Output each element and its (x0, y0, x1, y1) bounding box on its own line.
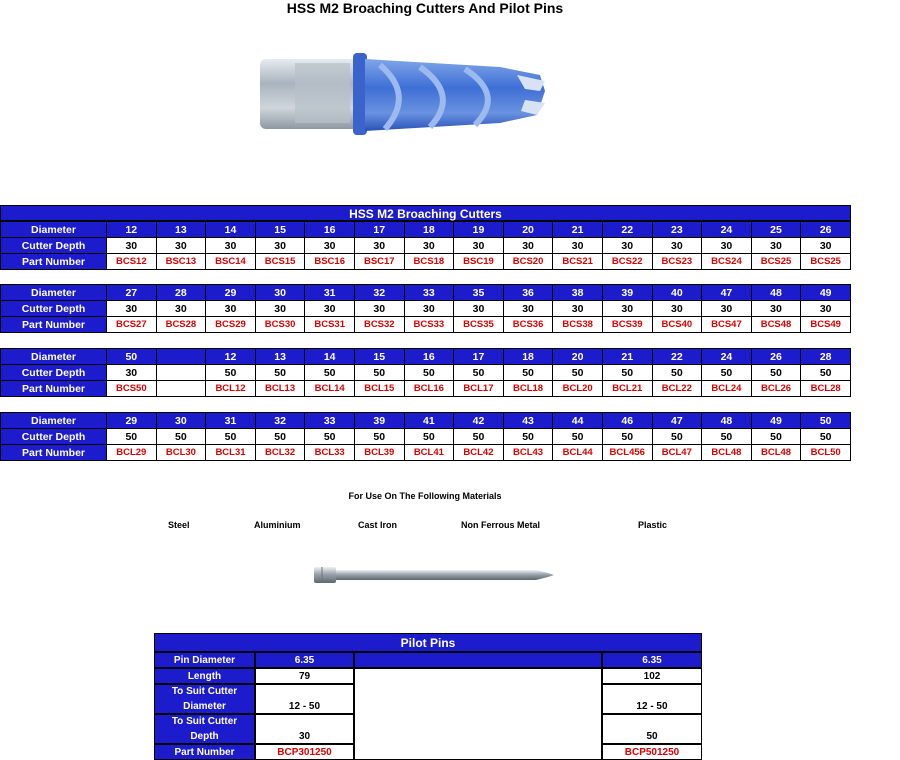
cutter-depth-cell: 30 (354, 238, 404, 254)
suit-diameter-label-line2: Diameter (183, 701, 226, 712)
diameter-cell: 35 (454, 285, 504, 301)
diameter-cell: 12 (107, 222, 157, 238)
diameter-cell: 50 (107, 349, 157, 365)
diameter-cell: 22 (602, 222, 652, 238)
diameter-cell: 23 (652, 222, 702, 238)
part-number-cell: BCS28 (156, 317, 206, 333)
cutter-depth-cell: 50 (503, 429, 553, 445)
diameter-row (1, 222, 851, 238)
part-number-cell: BCL21 (602, 381, 652, 397)
part-number-cell: BCL42 (454, 445, 504, 461)
diameter-cell: 30 (255, 285, 305, 301)
diameter-cell: 13 (255, 349, 305, 365)
diameter-cell: 24 (702, 349, 752, 365)
cutter-depth-cell: 50 (305, 429, 355, 445)
diameter-cell: 41 (404, 413, 454, 429)
suit-diameter-col2: 12 - 50 (602, 684, 702, 714)
part-number-cell: BCS22 (602, 254, 652, 270)
cutter-depth-cell: 30 (652, 301, 702, 317)
part-number-cell: BCL18 (503, 381, 553, 397)
part-number-cell: BCL31 (206, 445, 256, 461)
part-number-cell: BCL33 (305, 445, 355, 461)
diameter-cell: 26 (751, 349, 801, 365)
part-number-cell: BCL24 (702, 381, 752, 397)
diameter-cell: 21 (602, 349, 652, 365)
part-number-cell: BCL20 (553, 381, 603, 397)
cutter-depth-label: Cutter Depth (1, 301, 107, 317)
cutter-depth-cell: 50 (156, 429, 206, 445)
part-number-cell: BCS47 (702, 317, 752, 333)
page-title: HSS M2 Broaching Cutters And Pilot Pins (286, 0, 564, 16)
diameter-label: Diameter (1, 222, 107, 238)
cutter-depth-cell: 50 (255, 429, 305, 445)
cutter-depth-cell: 50 (305, 365, 355, 381)
part-number-cell: BCL456 (602, 445, 652, 461)
diameter-cell: 33 (404, 285, 454, 301)
cutter-depth-cell: 30 (404, 238, 454, 254)
cutter-depth-cell: 30 (503, 238, 553, 254)
cutter-depth-cell: 30 (107, 301, 157, 317)
spacer-white (354, 668, 602, 760)
diameter-cell: 16 (404, 349, 454, 365)
diameter-cell: 14 (206, 222, 256, 238)
cutter-depth-cell: 50 (801, 365, 851, 381)
part-number-cell: BCL48 (702, 445, 752, 461)
part-number-cell: BCL26 (751, 381, 801, 397)
part-number-row (1, 317, 851, 333)
cutter-depth-cell: 30 (652, 238, 702, 254)
diameter-cell: 43 (503, 413, 553, 429)
diameter-cell: 21 (553, 222, 603, 238)
part-number-cell: BCS25 (751, 254, 801, 270)
diameter-cell (156, 349, 206, 365)
part-number-row (1, 445, 851, 461)
part-number-cell: BCS35 (454, 317, 504, 333)
diameter-cell: 44 (553, 413, 603, 429)
diameter-cell: 28 (156, 285, 206, 301)
cutter-depth-cell: 30 (107, 238, 157, 254)
cutter-depth-cell: 30 (602, 301, 652, 317)
cutter-depth-cell: 50 (404, 365, 454, 381)
part-number-cell: BCS21 (553, 254, 603, 270)
diameter-cell: 12 (206, 349, 256, 365)
diameter-cell: 32 (255, 413, 305, 429)
cutter-depth-cell: 50 (503, 365, 553, 381)
cutter-depth-cell: 30 (702, 301, 752, 317)
length-col2: 102 (602, 668, 702, 684)
cutter-depth-cell: 30 (801, 301, 851, 317)
part-number-cell: BCL39 (354, 445, 404, 461)
diameter-cell: 14 (305, 349, 355, 365)
cutter-depth-cell: 30 (702, 238, 752, 254)
cutter-depth-cell: 30 (156, 301, 206, 317)
part-number-cell: BCS23 (652, 254, 702, 270)
part-number-cell: BCS40 (652, 317, 702, 333)
cutter-depth-cell: 30 (305, 301, 355, 317)
diameter-cell: 17 (354, 222, 404, 238)
diameter-cell: 15 (354, 349, 404, 365)
cutter-depth-cell: 50 (652, 429, 702, 445)
cutter-depth-cell: 50 (801, 429, 851, 445)
suit-diameter-col1: 12 - 50 (255, 684, 354, 714)
cutter-depth-row (1, 238, 851, 254)
part-number-cell: BCL16 (404, 381, 454, 397)
cutter-depth-cell: 50 (751, 365, 801, 381)
diameter-cell: 25 (751, 222, 801, 238)
material-steel: Steel (168, 520, 190, 530)
diameter-cell: 18 (404, 222, 454, 238)
part-number-cell: BSC14 (206, 254, 256, 270)
part-number-cell: BCS33 (404, 317, 454, 333)
cutter-depth-cell: 30 (553, 238, 603, 254)
cutter-depth-cell: 30 (255, 301, 305, 317)
diameter-cell: 28 (801, 349, 851, 365)
diameter-label: Diameter (1, 285, 107, 301)
cutter-depth-cell: 50 (255, 365, 305, 381)
part-number-cell: BCL17 (454, 381, 504, 397)
suit-depth-label-line1: To Suit Cutter (171, 716, 238, 727)
cutter-depth-cell: 50 (454, 429, 504, 445)
part-number-cell: BCL14 (305, 381, 355, 397)
suit-diameter-label (154, 684, 255, 714)
part-number-cell: BCS15 (255, 254, 305, 270)
length-col1: 79 (255, 668, 354, 684)
diameter-cell: 33 (305, 413, 355, 429)
diameter-cell: 29 (206, 285, 256, 301)
cutter-depth-cell: 50 (751, 429, 801, 445)
part-number-label: Part Number (1, 445, 107, 461)
material-aluminium: Aluminium (254, 520, 301, 530)
part-number-cell: BCL44 (553, 445, 603, 461)
diameter-label: Diameter (1, 413, 107, 429)
diameter-cell: 47 (702, 285, 752, 301)
part-number-cell: BCL22 (652, 381, 702, 397)
diameter-cell: 20 (553, 349, 603, 365)
cutter-depth-cell: 30 (404, 301, 454, 317)
part-number-cell: BCL43 (503, 445, 553, 461)
diameter-cell: 15 (255, 222, 305, 238)
part-number-row (1, 381, 851, 397)
part-number-cell: BSC13 (156, 254, 206, 270)
part-number-col2: BCP501250 (602, 744, 702, 760)
cutter-depth-cell: 30 (354, 301, 404, 317)
part-number-cell: BCL47 (652, 445, 702, 461)
part-number-cell: BSC16 (305, 254, 355, 270)
part-number-cell: BCS18 (404, 254, 454, 270)
cutters-block-3 (0, 348, 851, 397)
part-number-cell: BCS25 (801, 254, 851, 270)
cutter-depth-cell: 50 (354, 429, 404, 445)
cutter-depth-cell: 50 (206, 429, 256, 445)
diameter-cell: 24 (702, 222, 752, 238)
part-number-cell: BCS24 (702, 254, 752, 270)
part-number-cell: BSC17 (354, 254, 404, 270)
part-number-cell: BCS20 (503, 254, 553, 270)
part-number-cell: BCS32 (354, 317, 404, 333)
part-number-row (1, 254, 851, 270)
cutter-depth-cell: 50 (553, 429, 603, 445)
diameter-cell: 27 (107, 285, 157, 301)
suit-depth-label (154, 714, 255, 744)
cutter-depth-cell: 50 (404, 429, 454, 445)
diameter-row (1, 413, 851, 429)
diameter-row (1, 349, 851, 365)
part-number-cell: BCL15 (354, 381, 404, 397)
diameter-cell: 18 (503, 349, 553, 365)
part-number-cell: BCL13 (255, 381, 305, 397)
pin-diameter-col1: 6.35 (255, 652, 354, 668)
part-number-label: Part Number (1, 381, 107, 397)
cutter-depth-row (1, 365, 851, 381)
cutter-depth-cell: 30 (255, 238, 305, 254)
pin-diameter-label: Pin Diameter (154, 652, 255, 668)
diameter-cell: 39 (354, 413, 404, 429)
diameter-cell: 47 (652, 413, 702, 429)
cutter-depth-cell: 30 (454, 238, 504, 254)
cutter-depth-cell: 50 (454, 365, 504, 381)
cutter-depth-cell: 30 (206, 238, 256, 254)
cutter-depth-cell: 30 (553, 301, 603, 317)
suit-depth-label-line2: Depth (190, 731, 219, 742)
diameter-cell: 31 (206, 413, 256, 429)
pin-diameter-col2: 6.35 (602, 652, 702, 668)
diameter-label: Diameter (1, 349, 107, 365)
part-number-cell: BCS36 (503, 317, 553, 333)
diameter-cell: 48 (751, 285, 801, 301)
cutter-depth-row (1, 301, 851, 317)
length-label: Length (154, 668, 255, 684)
material-cast-iron: Cast Iron (358, 520, 398, 530)
diameter-cell: 50 (801, 413, 851, 429)
part-number-label: Part Number (1, 254, 107, 270)
cutter-depth-cell: 50 (602, 365, 652, 381)
annular-cutter-image (255, 45, 555, 145)
materials-title: For Use On The Following Materials (348, 491, 502, 501)
part-number-cell: BCS29 (206, 317, 256, 333)
cutter-depth-cell: 50 (652, 365, 702, 381)
suit-depth-col1: 30 (255, 714, 354, 744)
diameter-cell: 19 (454, 222, 504, 238)
cutters-block-4 (0, 412, 851, 461)
cutter-depth-cell: 30 (305, 238, 355, 254)
part-number-cell: BCS50 (107, 381, 157, 397)
part-number-cell: BCS39 (602, 317, 652, 333)
cutter-depth-cell: 50 (354, 365, 404, 381)
cutters-block-1 (0, 221, 851, 270)
diameter-cell: 39 (602, 285, 652, 301)
diameter-cell: 20 (503, 222, 553, 238)
part-number-cell: BCL50 (801, 445, 851, 461)
cutter-depth-cell: 30 (107, 365, 157, 381)
cutter-depth-cell: 30 (751, 238, 801, 254)
cutter-depth-label: Cutter Depth (1, 238, 107, 254)
diameter-cell: 17 (454, 349, 504, 365)
cutter-depth-label: Cutter Depth (1, 429, 107, 445)
material-non-ferrous-metal: Non Ferrous Metal (461, 520, 541, 530)
diameter-cell: 30 (156, 413, 206, 429)
part-number-cell: BCS31 (305, 317, 355, 333)
cutter-depth-cell: 50 (107, 429, 157, 445)
diameter-cell: 32 (354, 285, 404, 301)
material-plastic: Plastic (638, 520, 668, 530)
cutters-table-header: HSS M2 Broaching Cutters (0, 205, 851, 221)
pilot-pin-image (312, 560, 557, 590)
cutter-depth-cell: 50 (206, 365, 256, 381)
cutters-block-2 (0, 284, 851, 333)
diameter-cell: 49 (801, 285, 851, 301)
cutter-depth-cell: 30 (602, 238, 652, 254)
part-number-cell: BSC19 (454, 254, 504, 270)
suit-diameter-label-line1: To Suit Cutter (171, 686, 238, 697)
cutter-depth-cell (156, 365, 206, 381)
part-number-cell: BCL28 (801, 381, 851, 397)
cutter-depth-cell: 30 (156, 238, 206, 254)
cutter-depth-cell: 30 (454, 301, 504, 317)
part-number-cell: BCS49 (801, 317, 851, 333)
spacer-blue (354, 652, 602, 668)
cutter-depth-cell: 30 (206, 301, 256, 317)
part-number-cell: BCL32 (255, 445, 305, 461)
part-number-cell: BCS30 (255, 317, 305, 333)
diameter-cell: 29 (107, 413, 157, 429)
cutter-depth-cell: 50 (702, 365, 752, 381)
part-number-label: Part Number (1, 317, 107, 333)
part-number-cell: BCL29 (107, 445, 157, 461)
diameter-cell: 16 (305, 222, 355, 238)
cutter-depth-cell: 30 (801, 238, 851, 254)
diameter-row (1, 285, 851, 301)
diameter-cell: 31 (305, 285, 355, 301)
part-number-cell: BCS48 (751, 317, 801, 333)
part-number-cell (156, 381, 206, 397)
diameter-cell: 38 (553, 285, 603, 301)
part-number-label: Part Number (154, 744, 255, 760)
diameter-cell: 49 (751, 413, 801, 429)
cutter-depth-label: Cutter Depth (1, 365, 107, 381)
cutter-depth-cell: 50 (553, 365, 603, 381)
cutter-depth-cell: 50 (602, 429, 652, 445)
diameter-cell: 42 (454, 413, 504, 429)
cutter-depth-cell: 50 (702, 429, 752, 445)
diameter-cell: 36 (503, 285, 553, 301)
diameter-cell: 26 (801, 222, 851, 238)
diameter-cell: 40 (652, 285, 702, 301)
pilot-pins-header: Pilot Pins (154, 633, 702, 652)
part-number-cell: BCS27 (107, 317, 157, 333)
cutter-depth-cell: 30 (503, 301, 553, 317)
cutter-depth-cell: 30 (751, 301, 801, 317)
diameter-cell: 22 (652, 349, 702, 365)
part-number-cell: BCL48 (751, 445, 801, 461)
part-number-col1: BCP301250 (255, 744, 354, 760)
cutter-depth-row (1, 429, 851, 445)
diameter-cell: 46 (602, 413, 652, 429)
suit-depth-col2: 50 (602, 714, 702, 744)
part-number-cell: BCL41 (404, 445, 454, 461)
pilot-pins-table (154, 633, 702, 760)
diameter-cell: 13 (156, 222, 206, 238)
part-number-cell: BCS12 (107, 254, 157, 270)
part-number-cell: BCL12 (206, 381, 256, 397)
part-number-cell: BCL30 (156, 445, 206, 461)
diameter-cell: 48 (702, 413, 752, 429)
part-number-cell: BCS38 (553, 317, 603, 333)
